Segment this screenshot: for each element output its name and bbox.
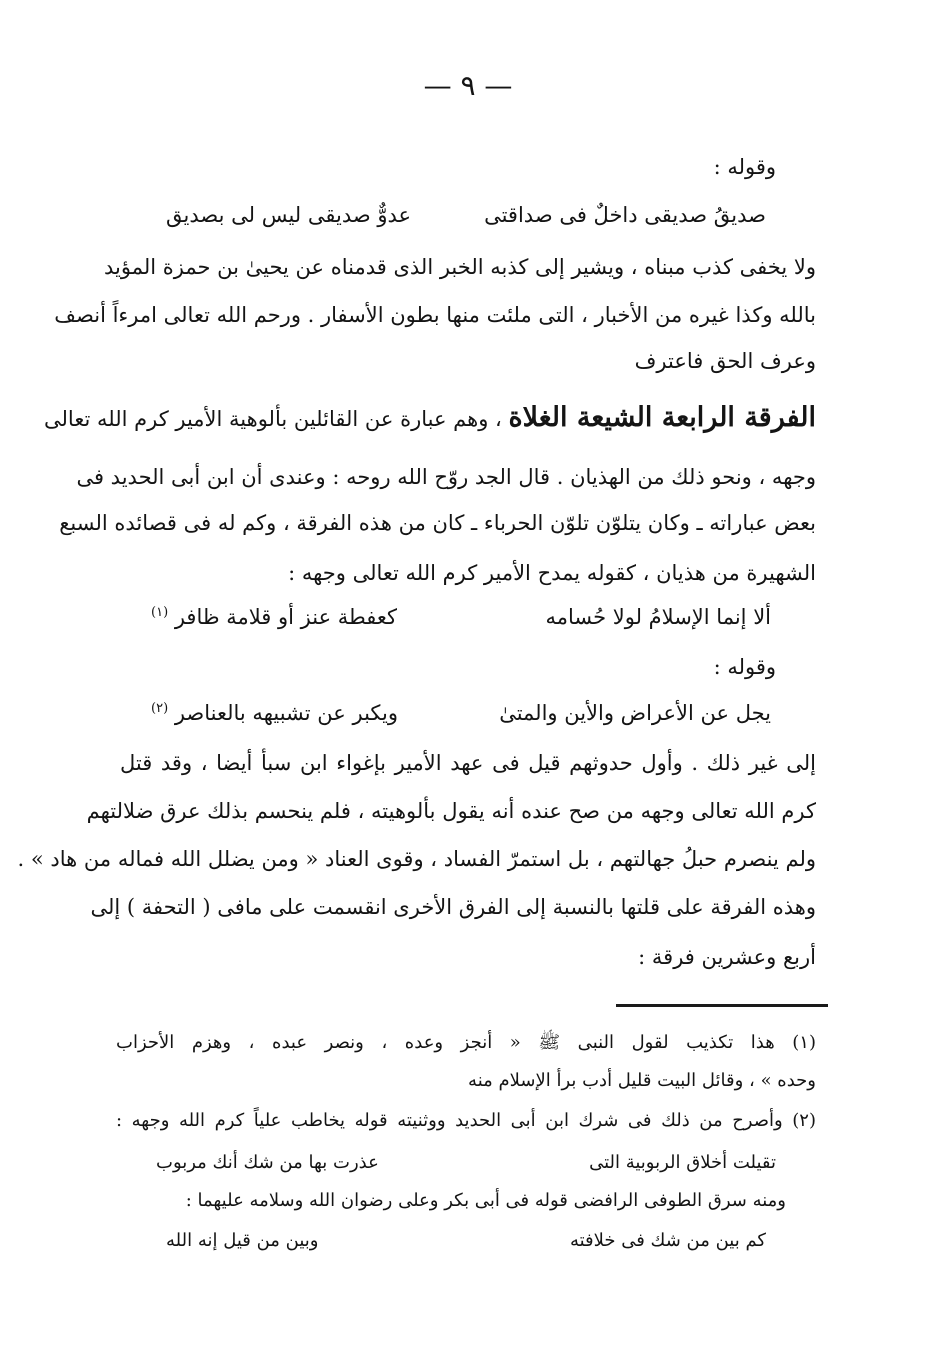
verse-hemistich: وبين من قيل إنه الله bbox=[166, 1230, 319, 1251]
verse-line bbox=[151, 600, 771, 634]
text-line: أربع وعشرين فرقة : bbox=[638, 945, 816, 969]
verse-hemistich bbox=[151, 600, 397, 634]
text-line: وقوله : bbox=[713, 155, 776, 179]
text-line: الشهيرة من هذيان ، كقوله يمدح الأمير كرم الله تعالى وجهه : bbox=[288, 561, 816, 585]
text-line: بالله وكذا غيره من الأخبار ، التى ملئت منها بطون الأسفار . ورحم الله تعالى امرءاً أنصف bbox=[54, 303, 816, 327]
text-line: وهذه الفرقة على قلتها بالنسبة إلى الفرق الأخرى انقسمت على مافى ( التحفة ) إلى bbox=[90, 895, 816, 919]
text-line: وعرف الحق فاعترف bbox=[634, 349, 816, 373]
verse-hemistich: ألا إنما الإسلامُ لولا حُسامه bbox=[545, 605, 771, 629]
footnote-verse bbox=[166, 1226, 766, 1256]
footnote-marker: (٢) bbox=[151, 701, 169, 716]
text-line: ولا يخفى كذب مبناه ، ويشير إلى كذبه الخبر الذى قدمناه عن يحيىٰ بن حمزة المؤيد bbox=[103, 255, 816, 279]
verse-hemistich bbox=[151, 696, 398, 730]
heading-continuation: ، وهم عبارة عن القائلين بألوهية الأمير كرم الله تعالى bbox=[44, 407, 502, 431]
section-heading-line bbox=[44, 398, 816, 439]
footnote-line: وحده » ، وقائل البيت قليل أدب برأ الإسلام منه bbox=[468, 1070, 816, 1091]
verse-line bbox=[166, 198, 766, 232]
footnote-line: (٢) وأصرح من ذلك فى شرك ابن أبى الحديد ووثنيته قوله يخاطب علياً كرم الله وجهه : bbox=[116, 1110, 816, 1131]
text-line: كرم الله تعالى وجهه من صح عنده أنه يقول بألوهيته ، فلم ينحسم بذلك عرق ضلالتهم bbox=[86, 799, 816, 823]
text-line: وجهه ، ونحو ذلك من الهذيان . قال الجد روّح الله روحه : وعندى أن ابن أبى الحديد فى bbox=[76, 465, 816, 489]
verse-text: كعفطة عنز أو قلامة ظافر bbox=[174, 605, 398, 629]
section-heading: الفرقة الرابعة الشيعة الغلاة bbox=[508, 402, 816, 433]
verse-hemistich: تقيلت أخلاق الربوبية التى bbox=[589, 1152, 776, 1173]
footnote-separator bbox=[616, 1004, 828, 1007]
verse-text: ويكبر عن تشبيهه بالعناصر bbox=[174, 701, 398, 725]
footnote-line: ومنه سرق الطوفى الرافضى قوله فى أبى بكر وعلى رضوان الله وسلامه عليهما : bbox=[185, 1190, 786, 1211]
text-line: وقوله : bbox=[713, 655, 776, 679]
text-line: ولم ينصرم حبلُ جهالتهم ، بل استمرّ الفساد ، وقوى العناد « ومن يضلل الله فماله من هاد » . bbox=[17, 847, 816, 871]
text-line: بعض عباراته ـ وكان يتلوّن تلوّن الحرباء ـ كان من هذه الفرقة ، وكم له فى قصائده السبع bbox=[59, 511, 816, 535]
verse-hemistich: يجل عن الأعراض والأين والمتىٰ bbox=[499, 701, 771, 725]
verse-hemistich: صديقُ صديقى داخلٌ فى صداقتى bbox=[484, 203, 766, 227]
verse-line bbox=[151, 696, 771, 730]
footnote-marker: (١) bbox=[151, 605, 169, 620]
verse-hemistich: عذرت بها من شك أنك مربوب bbox=[156, 1152, 379, 1173]
text-line: إلى غير ذلك . وأول حدوثهم قيل فى عهد الأمير بإغواء ابن سبأ أيضا ، وقد قتل bbox=[120, 751, 816, 775]
verse-hemistich: عدوٌّ صديقى ليس لى بصديق bbox=[166, 203, 412, 227]
footnote-verse bbox=[156, 1148, 776, 1178]
page-number: — ٩ — bbox=[423, 69, 513, 102]
verse-hemistich: كم بين من شك فى خلافته bbox=[569, 1230, 766, 1251]
footnote-line: (١) هذا تكذيب لقول النبى ﷺ « أنجز وعده ، ونصر عبده ، وهزم الأحزاب bbox=[116, 1032, 816, 1053]
